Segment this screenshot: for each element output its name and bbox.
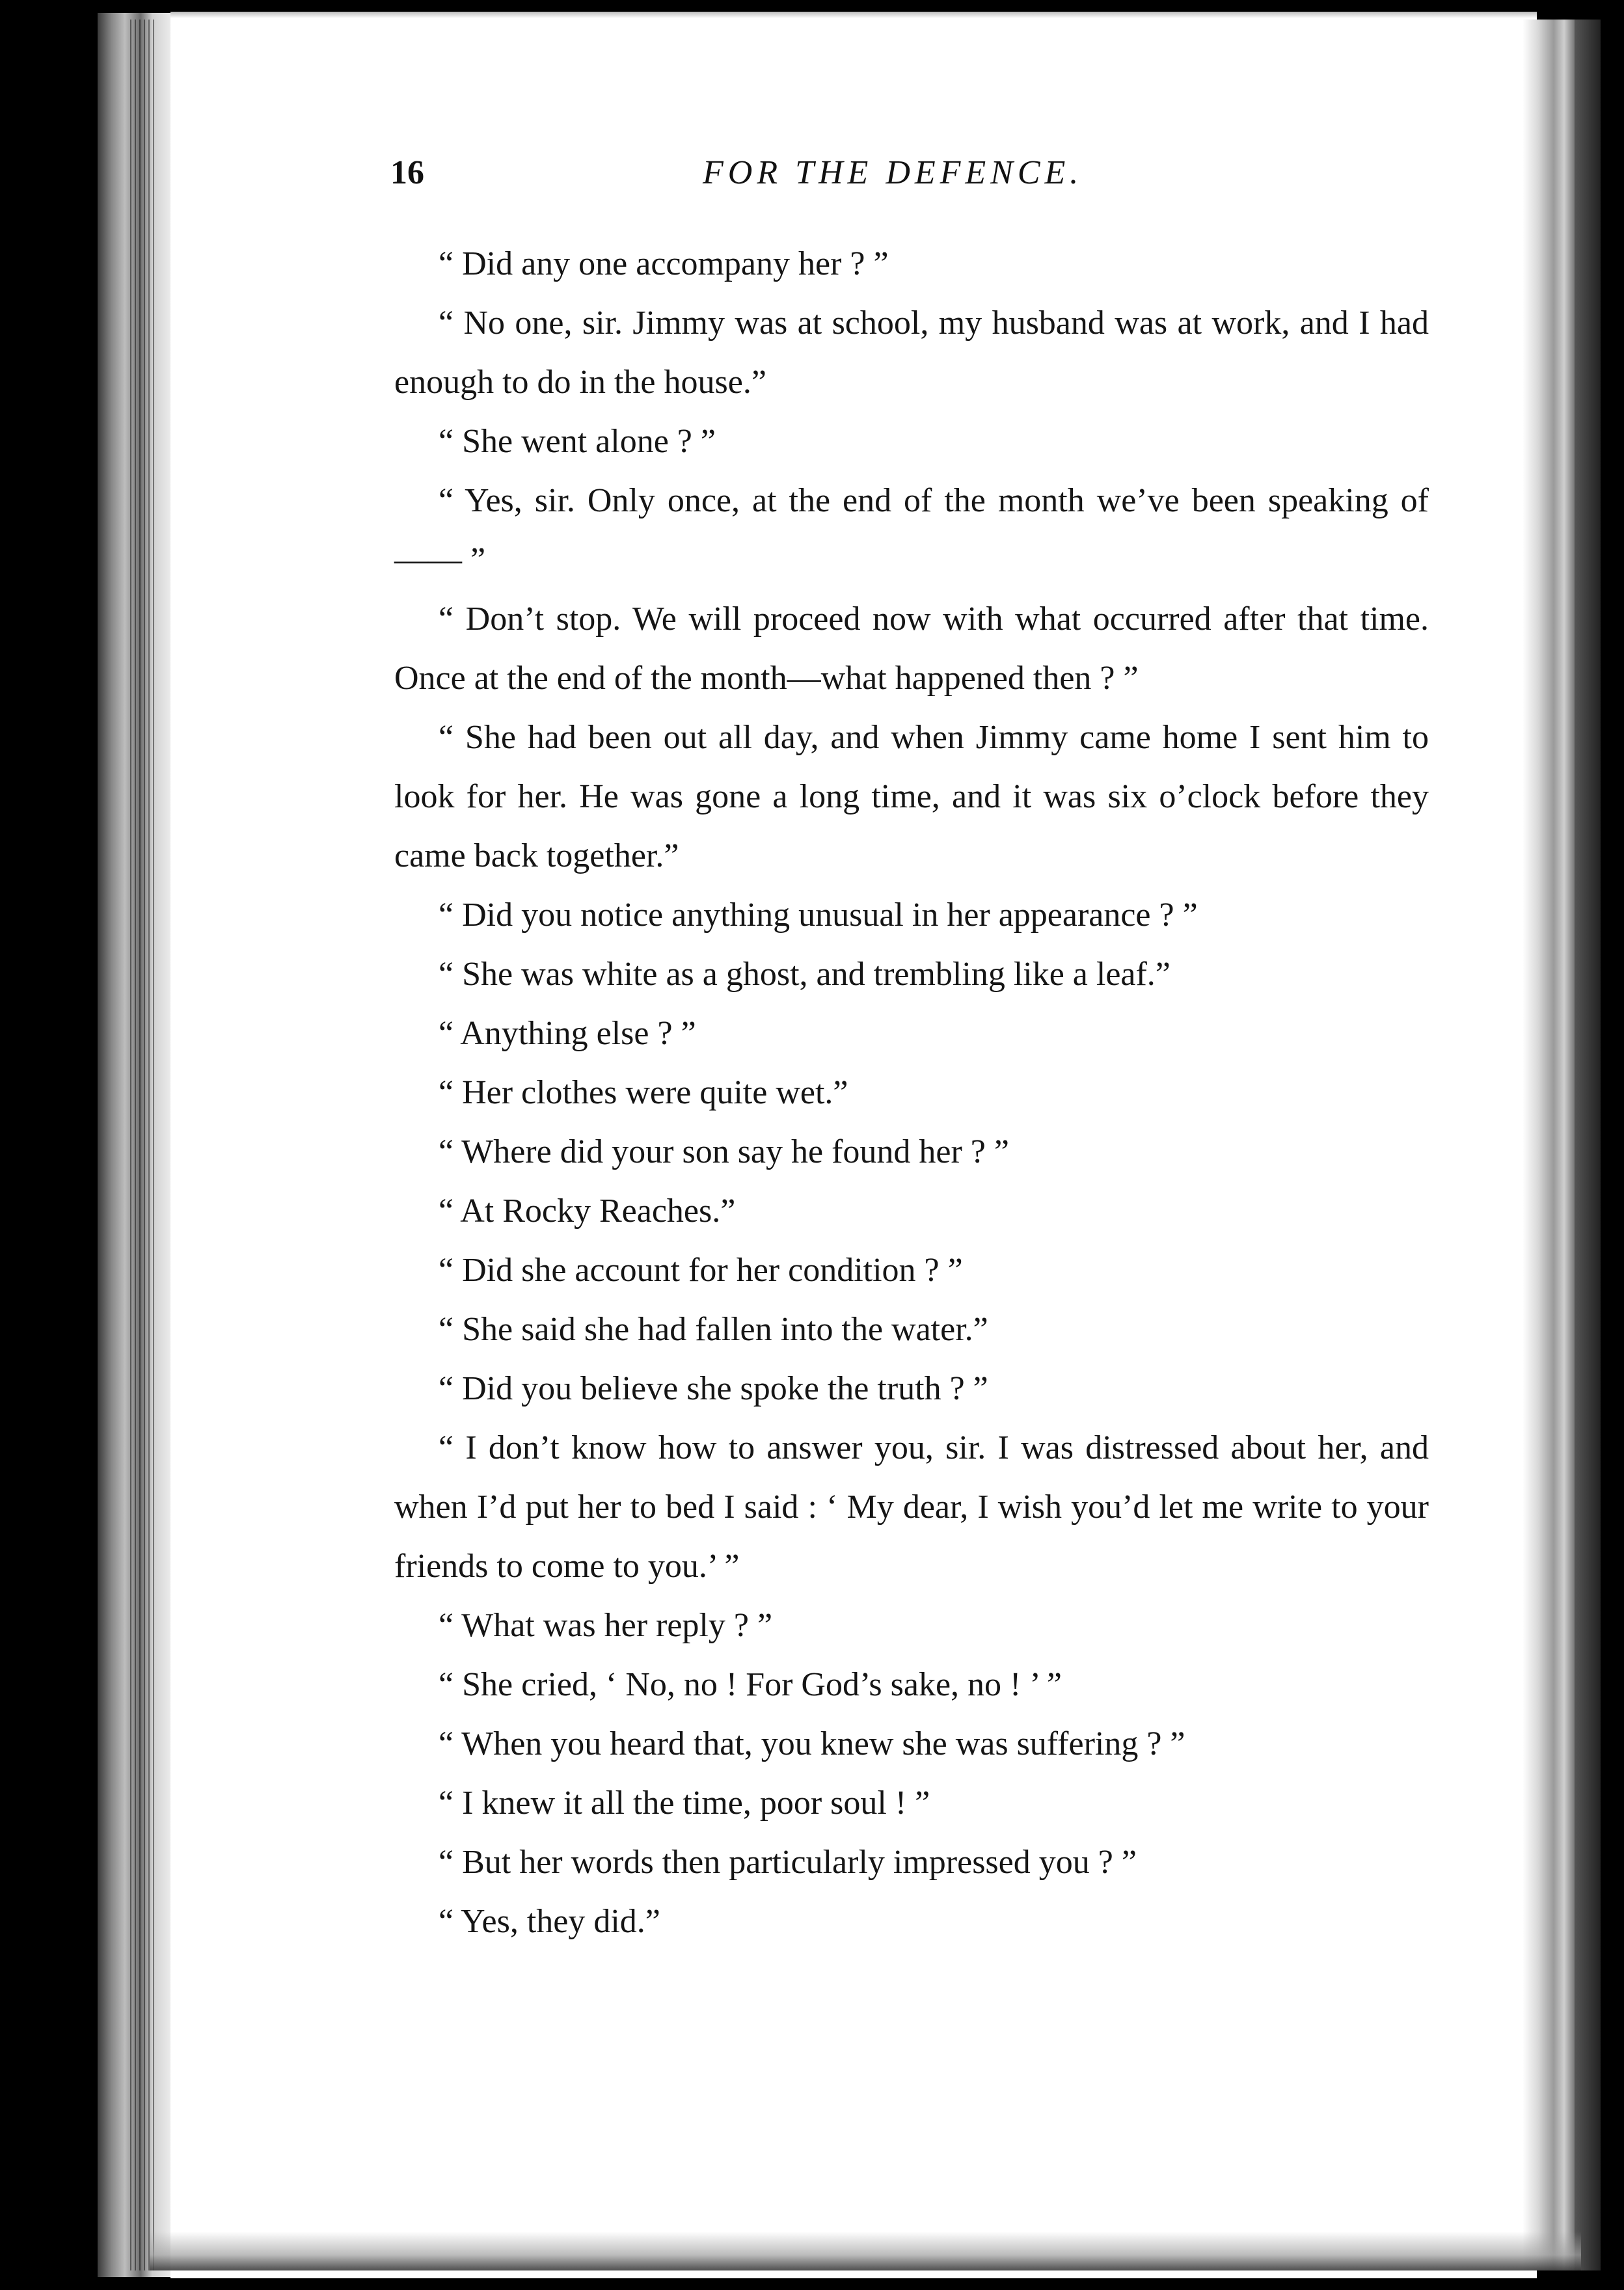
bottom-page-edge	[150, 2231, 1581, 2270]
top-page-shade	[170, 12, 1537, 18]
paragraph: “ Anything else ? ”	[439, 1015, 696, 1052]
paragraph: “ She was white as a ghost, and trembling like a leaf.”	[439, 956, 1171, 993]
paragraph: “ Did you believe she spoke the truth ? ”	[439, 1370, 988, 1407]
paragraph: “ She said she had fallen into the water.”	[439, 1311, 988, 1348]
page-stack-lines	[130, 20, 156, 2270]
paragraph: “ Did you notice anything unusual in her appearance ? ”	[439, 896, 1198, 934]
paragraph: “ Yes, they did.”	[439, 1903, 660, 1940]
paragraph: “ Did she account for her condition ? ”	[439, 1252, 963, 1289]
paragraph: “ Don’t stop. We will proceed now with what occurred after that time. Once at the end of the month—what happened then ? ”	[394, 600, 1429, 697]
paragraph: “ Where did your son say he found her ? ”	[439, 1133, 1009, 1170]
running-head: FOR THE DEFENCE.	[703, 154, 1083, 191]
paragraph: “ I knew it all the time, poor soul ! ”	[439, 1785, 930, 1822]
paragraph: “ She went alone ? ”	[439, 423, 716, 460]
body-text	[394, 234, 1429, 1951]
paragraph: “ Did any one accompany her ? ”	[439, 245, 889, 282]
paragraph: “ She had been out all day, and when Jimmy came home I sent him to look for her. He was gone a long time, and it was six o’clock before they came back together.”	[394, 719, 1429, 874]
page-header	[390, 154, 1431, 206]
paragraph: “ I don’t know how to answer you, sir. I was distressed about her, and when I’d put her to bed I said : ‘ My dear, I wish you’d let me write to your friends to come to you.’ ”	[394, 1429, 1429, 1585]
paragraph: “ What was her reply ? ”	[439, 1607, 773, 1644]
paragraph: “ But her words then particularly impressed you ? ”	[439, 1844, 1137, 1881]
right-shadow	[1575, 20, 1601, 2270]
paragraph: “ No one, sir. Jimmy was at school, my husband was at work, and I had enough to do in the house.”	[394, 304, 1429, 401]
paragraph: “ When you heard that, you knew she was suffering ? ”	[439, 1725, 1185, 1762]
paragraph: “ At Rocky Reaches.”	[439, 1192, 736, 1230]
right-page-edge	[1522, 20, 1575, 2270]
page-number: 16	[390, 154, 424, 191]
paragraph: “ She cried, ‘ No, no ! For God’s sake, no ! ’ ”	[439, 1666, 1062, 1703]
paragraph: “ Her clothes were quite wet.”	[439, 1074, 848, 1111]
paragraph: “ Yes, sir. Only once, at the end of the month we’ve been speaking of—— ”	[394, 482, 1429, 578]
